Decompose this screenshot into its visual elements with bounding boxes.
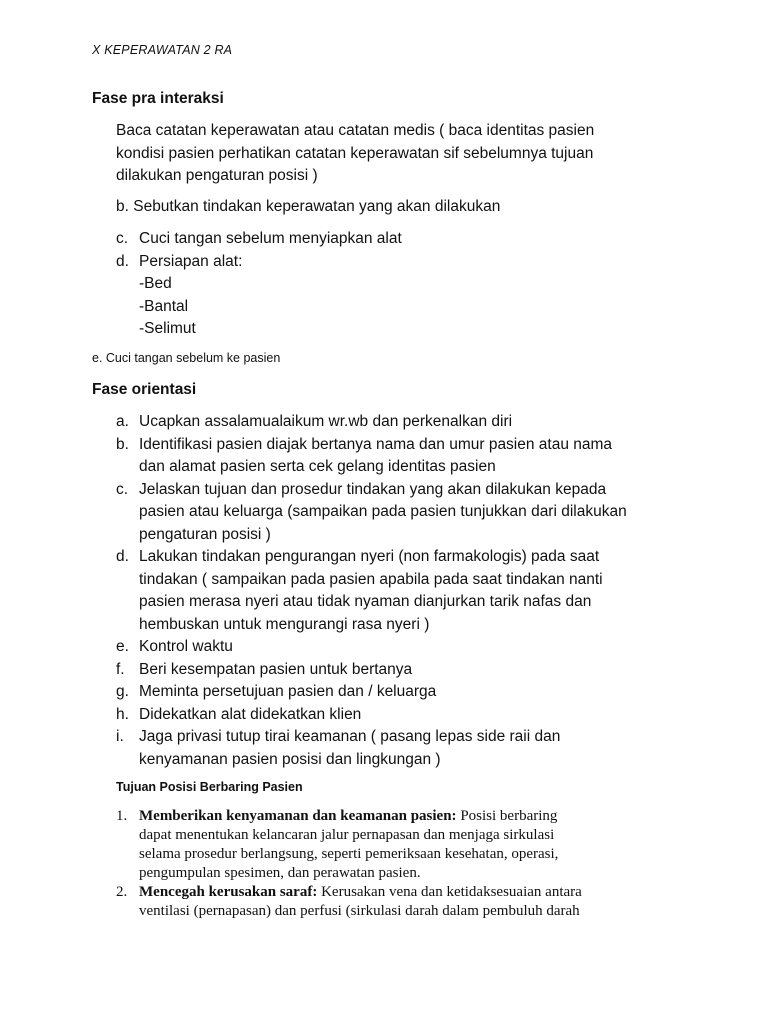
text-line (139, 883, 676, 902)
text-line: Beri kesempatan pasien untuk bertanya (139, 660, 413, 678)
list-marker: 2. (116, 884, 128, 900)
item-text: Posisi berbaring (456, 808, 558, 824)
text-line: kenyamanan pasien posisi dan lingkungan ) (139, 750, 441, 768)
list-marker: a. (116, 413, 129, 430)
tool-item: -Selimut (139, 320, 196, 337)
list-item (116, 681, 661, 704)
tujuan-title: Tujuan Posisi Berbaring Pasien (116, 780, 303, 794)
text-line: pasien merasa nyeri atau tidak nyaman dianjurkan tarik nafas dan (139, 593, 592, 610)
list-text (139, 883, 676, 921)
text-line: Jaga privasi tutup tirai keamanan ( pasang lepas side raii dan (139, 728, 561, 745)
pra-intro-paragraph (116, 120, 661, 188)
list-marker: h. (116, 705, 129, 723)
text-line: dan alamat pasien serta cek gelang identitas pasien (139, 458, 496, 475)
list-marker: i. (116, 728, 124, 745)
list-item (116, 251, 661, 274)
text-line: pengumpulan spesimen, dan perawatan pasien. (139, 865, 421, 881)
orientasi-list (116, 411, 661, 771)
list-item (116, 636, 661, 659)
text-line: Baca catatan keperawatan atau catatan medis ( baca identitas pasien (116, 122, 595, 139)
list-text (139, 636, 661, 659)
list-text (139, 704, 661, 727)
text-line (139, 807, 676, 826)
list-text (139, 479, 661, 547)
list-text (139, 659, 661, 682)
list-marker: d. (116, 252, 129, 270)
text-line: dapat menentukan kelancaran jalur pernapasan dan menjaga sirkulasi (139, 827, 555, 843)
list-text (139, 546, 661, 636)
item-text: Kerusakan vena dan ketidaksesuaian antara (317, 884, 582, 900)
list-marker: c. (116, 230, 129, 247)
list-marker: g. (116, 683, 129, 700)
pra-item-e: e. Cuci tangan sebelum ke pasien (92, 351, 281, 365)
list-item (116, 704, 661, 727)
list-text (139, 807, 676, 883)
list-marker: b. (116, 435, 129, 453)
text-line: selama prosedur berlangsung, seperti pemeriksaan kesehatan, operasi, (139, 846, 559, 862)
list-marker: d. (116, 548, 129, 565)
list-text (139, 681, 661, 704)
text-line: Ucapkan assalamualaikum wr.wb dan perkenalkan diri (139, 413, 513, 430)
list-item (116, 228, 661, 251)
list-text (139, 411, 661, 434)
list-item (116, 479, 661, 547)
pra-item-b: b. Sebutkan tindakan keperawatan yang akan dilakukan (116, 198, 501, 215)
list-item (116, 659, 661, 682)
text-line: tindakan ( sampaikan pada pasien apabila pada saat tindakan nanti (139, 570, 603, 588)
list-item (116, 411, 661, 434)
text-line: Lakukan tindakan pengurangan nyeri (non farmakologis) pada saat (139, 548, 600, 565)
list-item (116, 546, 661, 636)
text-line: kondisi pasien perhatikan catatan keperawatan sif sebelumnya tujuan (116, 144, 594, 162)
text-line: pasien atau keluarga (sampaikan pada pasien tunjukkan dari dilakukan (139, 503, 627, 520)
pra-list (116, 228, 661, 341)
item-lead: Mencegah kerusakan saraf: (139, 884, 318, 900)
list-marker: f. (116, 660, 125, 678)
item-lead: Memberikan kenyamanan dan keamanan pasien: (139, 808, 457, 824)
list-item (116, 434, 661, 479)
text-line: Kontrol waktu (139, 638, 233, 655)
text-line: Meminta persetujuan pasien dan / keluarga (139, 683, 437, 700)
course-header: X KEPERAWATAN 2 RA (92, 43, 233, 57)
list-text (139, 434, 661, 479)
list-marker: 1. (116, 808, 128, 824)
list-marker: c. (116, 480, 129, 498)
numbered-item (116, 807, 676, 883)
tujuan-list (116, 807, 676, 921)
text-line: pengaturan posisi ) (139, 525, 271, 543)
list-text: Cuci tangan sebelum menyiapkan alat (139, 230, 402, 247)
text-line: Didekatkan alat didekatkan klien (139, 705, 362, 723)
list-item (116, 726, 661, 771)
list-text: Persiapan alat: (139, 252, 243, 270)
text-line: Jelaskan tujuan dan prosedur tindakan yang akan dilakukan kepada (139, 480, 607, 498)
heading-fase-orientasi: Fase orientasi (92, 381, 197, 398)
text-line: hembuskan untuk mengurangi rasa nyeri ) (139, 615, 430, 633)
numbered-item (116, 883, 676, 921)
tool-item: -Bantal (139, 297, 189, 315)
list-marker: e. (116, 638, 129, 655)
text-line: ventilasi (pernapasan) dan perfusi (sirkulasi darah dalam pembuluh darah (139, 903, 580, 919)
text-line: dilakukan pengaturan posisi ) (116, 167, 318, 184)
list-text (139, 726, 661, 771)
heading-fase-pra-interaksi: Fase pra interaksi (92, 90, 224, 107)
text-line: Identifikasi pasien diajak bertanya nama dan umur pasien atau nama (139, 435, 613, 453)
tool-item: -Bed (139, 275, 172, 292)
